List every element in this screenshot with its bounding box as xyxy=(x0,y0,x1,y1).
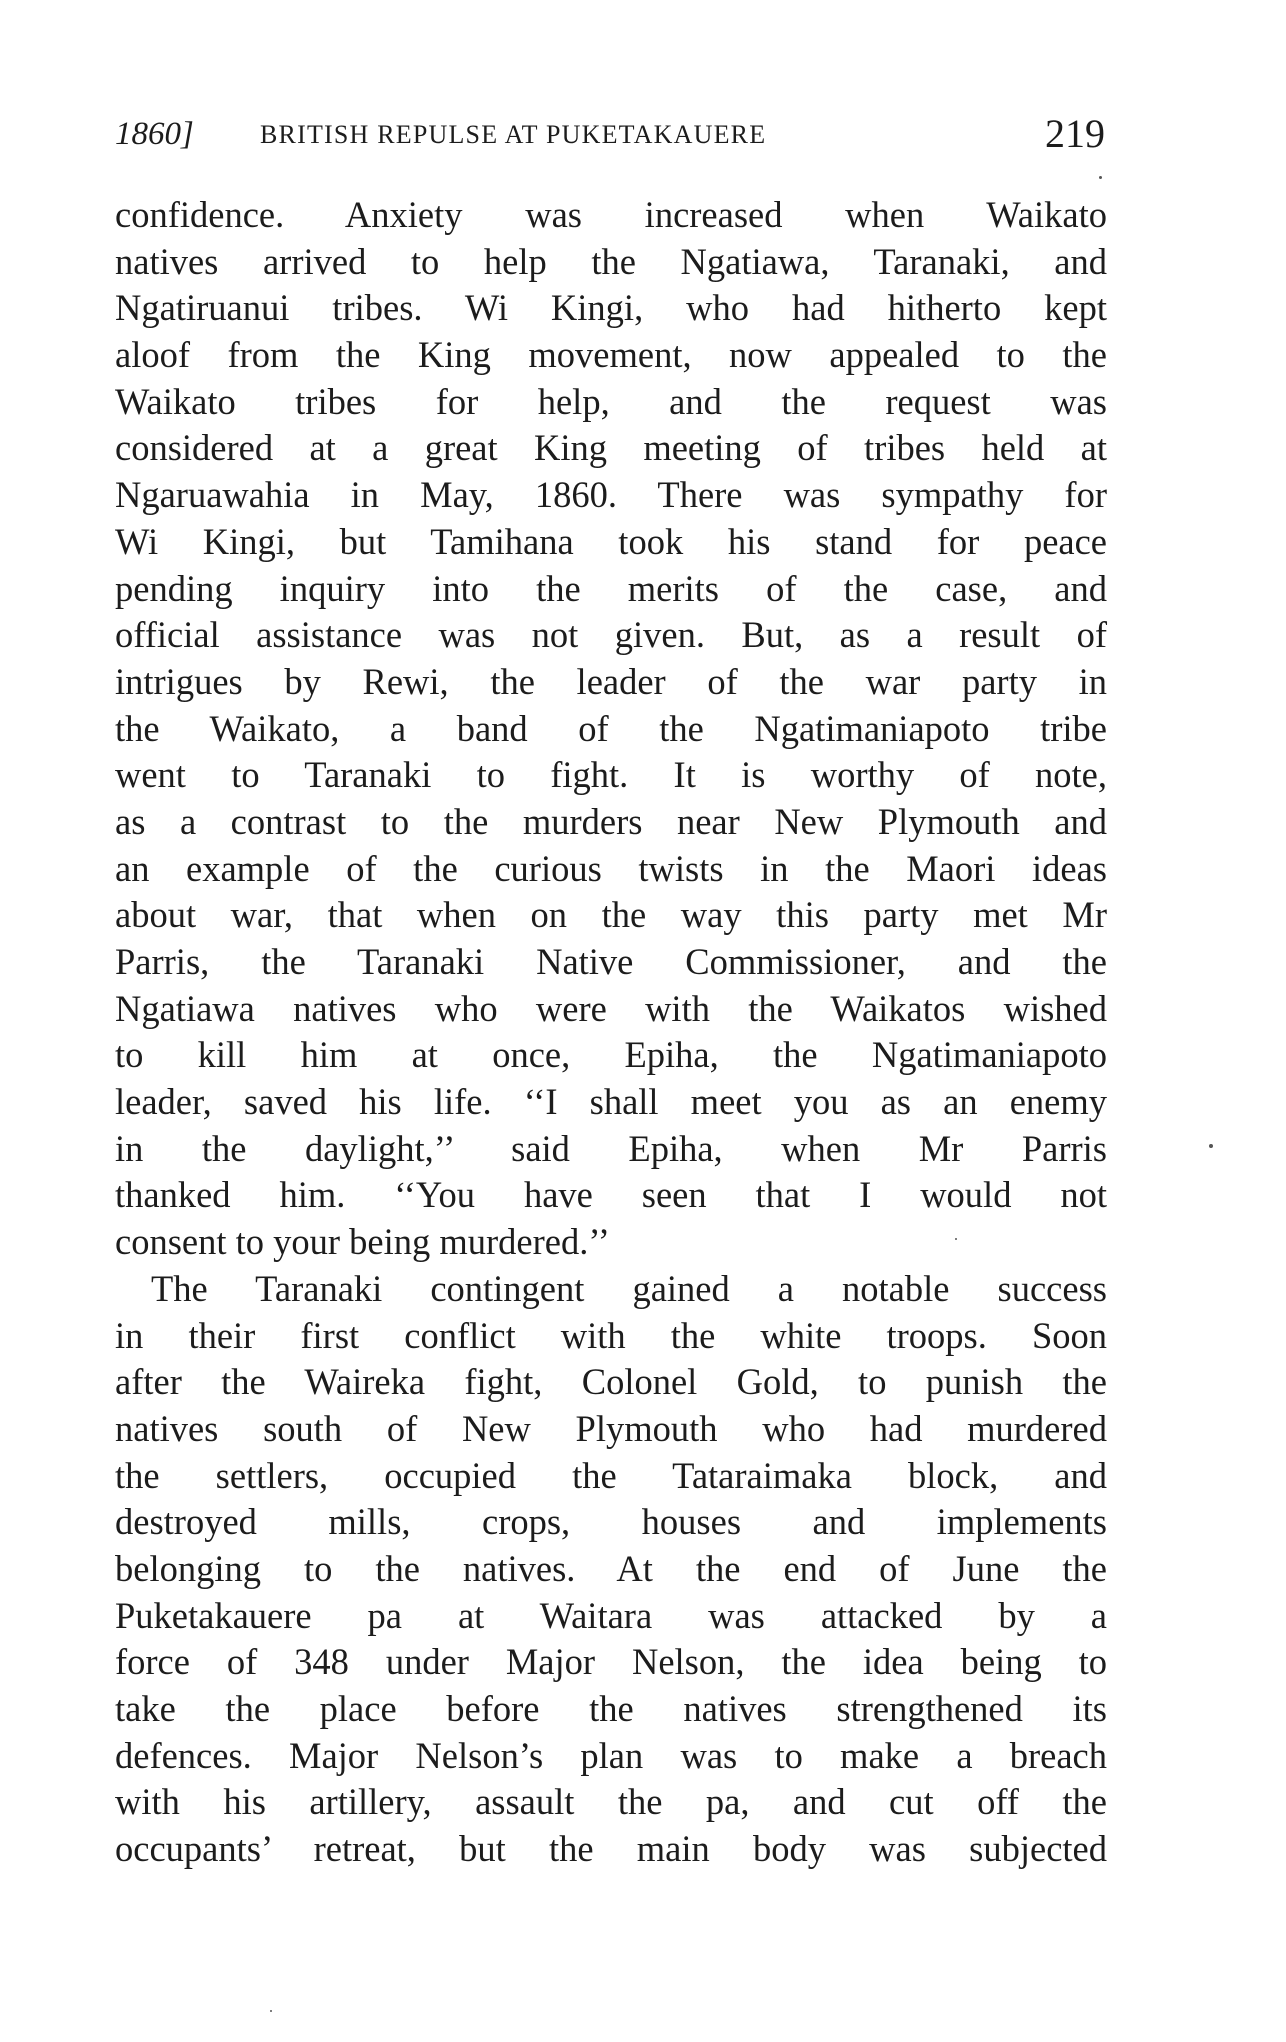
running-head xyxy=(115,110,1105,160)
print-speck xyxy=(955,1238,957,1240)
paragraph-end-line: consent to your being murdered.’’ xyxy=(115,1221,610,1263)
text-line: leader, saved his life. ‘‘I shall meet you as an enemy xyxy=(115,1081,1107,1123)
text-line: official assistance was not given. But, as a result of xyxy=(115,614,1107,656)
paragraph-start-line: The Taranaki contingent gained a notable success xyxy=(151,1267,1107,1309)
text-line: occupants’ retreat, but the main body was subjected xyxy=(115,1828,1107,1870)
text-line: pending inquiry into the merits of the case, and xyxy=(115,567,1107,609)
text-line: Parris, the Taranaki Native Commissioner, and the xyxy=(115,941,1107,982)
text-line: defences. Major Nelson’s plan was to make a breach xyxy=(115,1734,1107,1776)
page-number: 219 xyxy=(1045,111,1105,156)
text-line: went to Taranaki to fight. It is worthy of note, xyxy=(115,754,1107,796)
text-line: confidence. Anxiety was increased when Waikato xyxy=(115,194,1107,235)
body-text xyxy=(115,192,1107,1873)
text-line: Puketakauere pa at Waitara was attacked by a xyxy=(115,1594,1107,1636)
text-line: in their first conflict with the white troops. Soon xyxy=(115,1314,1107,1356)
text-line: the Waikato, a band of the Ngatimaniapoto tribe xyxy=(115,707,1107,749)
text-line: natives south of New Plymouth who had murdered xyxy=(115,1407,1107,1449)
text-line: aloof from the King movement, now appealed to the xyxy=(115,334,1107,376)
text-line: in the daylight,’’ said Epiha, when Mr Parris xyxy=(115,1127,1107,1169)
text-line: to kill him at once, Epiha, the Ngatimaniapoto xyxy=(115,1034,1107,1076)
text-line: thanked him. ‘‘You have seen that I would not xyxy=(115,1174,1107,1216)
text-line: as a contrast to the murders near New Plymouth and xyxy=(115,800,1107,842)
text-line: intrigues by Rewi, the leader of the war party in xyxy=(115,660,1107,702)
print-speck xyxy=(1209,1144,1213,1148)
text-line: take the place before the natives strengthened its xyxy=(115,1688,1107,1729)
text-line: an example of the curious twists in the Maori ideas xyxy=(115,847,1107,889)
text-line: Ngaruawahia in May, 1860. There was sympathy for xyxy=(115,474,1107,516)
print-speck xyxy=(1099,176,1102,179)
print-speck xyxy=(270,2010,272,2012)
text-line: destroyed mills, crops, houses and implements xyxy=(115,1501,1107,1543)
text-line: Ngatiawa natives who were with the Waikatos wished xyxy=(115,987,1107,1029)
text-line: natives arrived to help the Ngatiawa, Taranaki, and xyxy=(115,240,1107,282)
text-line: about war, that when on the way this party met Mr xyxy=(115,894,1107,936)
text-line: belonging to the natives. At the end of June the xyxy=(115,1547,1107,1589)
text-line: Ngatiruanui tribes. Wi Kingi, who had hitherto kept xyxy=(115,287,1107,329)
text-line: considered at a great King meeting of tribes held at xyxy=(115,427,1107,469)
text-line: Wi Kingi, but Tamihana took his stand for peace xyxy=(115,520,1107,562)
running-head-title: BRITISH REPULSE AT PUKETAKAUERE xyxy=(260,120,767,149)
text-line: the settlers, occupied the Tataraimaka block, and xyxy=(115,1454,1107,1496)
text-line: Waikato tribes for help, and the request was xyxy=(115,380,1107,422)
text-line: after the Waireka fight, Colonel Gold, to punish the xyxy=(115,1361,1107,1403)
text-line: force of 348 under Major Nelson, the idea being to xyxy=(115,1641,1107,1683)
text-line: with his artillery, assault the pa, and cut off the xyxy=(115,1781,1107,1823)
running-head-year: 1860] xyxy=(115,116,194,152)
